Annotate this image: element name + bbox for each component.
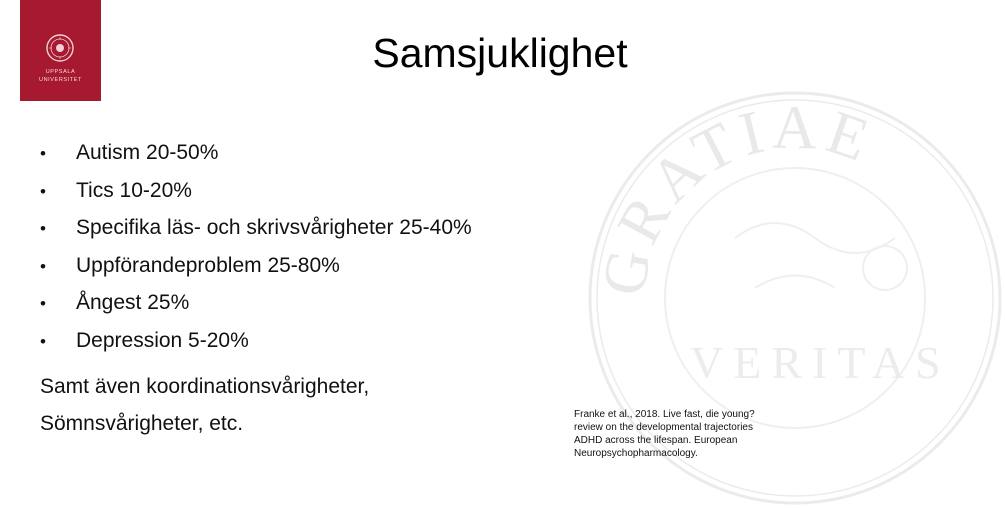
bullet-list <box>40 134 472 359</box>
bullet-item <box>40 172 472 210</box>
bullet-item <box>40 247 472 285</box>
bullet-text: Tics 10-20% <box>76 178 192 202</box>
extra-line: Samt även koordinationsvårigheter, <box>40 375 370 398</box>
logo-text-uppsala: UPPSALA <box>45 69 76 75</box>
bullet-marker: • <box>40 181 46 201</box>
logo-text-universitet: UNIVERSITET <box>39 77 82 83</box>
bullet-text: Autism 20-50% <box>76 141 219 164</box>
svg-text:GRATIAE <box>590 94 883 301</box>
bullet-text: Uppförandeproblem 25-80% <box>76 253 340 277</box>
bullet-marker: • <box>40 331 46 351</box>
citation-line: ADHD across the lifespan. European <box>574 435 738 446</box>
bullet-marker: • <box>40 144 46 163</box>
extra-line: Sömnsvårigheter, etc. <box>40 412 244 435</box>
slide-title: Samsjuklighet <box>372 30 628 76</box>
watermark-veritas: VERITAS <box>690 337 951 388</box>
bullet-marker: • <box>40 219 46 238</box>
bullet-item <box>40 284 472 322</box>
additional-comorbidities <box>40 368 369 442</box>
bullet-text: Specifika läs- och skrivsvårigheter 25-40% <box>76 216 472 239</box>
seal-icon <box>46 34 74 62</box>
bullet-marker: • <box>40 294 46 313</box>
citation-line: review on the developmental trajectories <box>574 422 753 433</box>
bullet-text: Depression 5-20% <box>76 328 249 352</box>
bullet-marker: • <box>40 256 46 276</box>
uppsala-university-logo <box>20 0 101 101</box>
bullet-item <box>40 322 472 360</box>
citation-line: Neuropsychopharmacology. <box>574 448 698 459</box>
bullet-item <box>40 209 472 247</box>
citation <box>574 408 864 460</box>
bullet-item <box>40 134 472 172</box>
citation-line: Franke et al., 2018. Live fast, die young? <box>574 409 755 420</box>
watermark-arc-text: GRATIAE <box>589 93 883 301</box>
bullet-text: Ångest 25% <box>76 291 190 314</box>
